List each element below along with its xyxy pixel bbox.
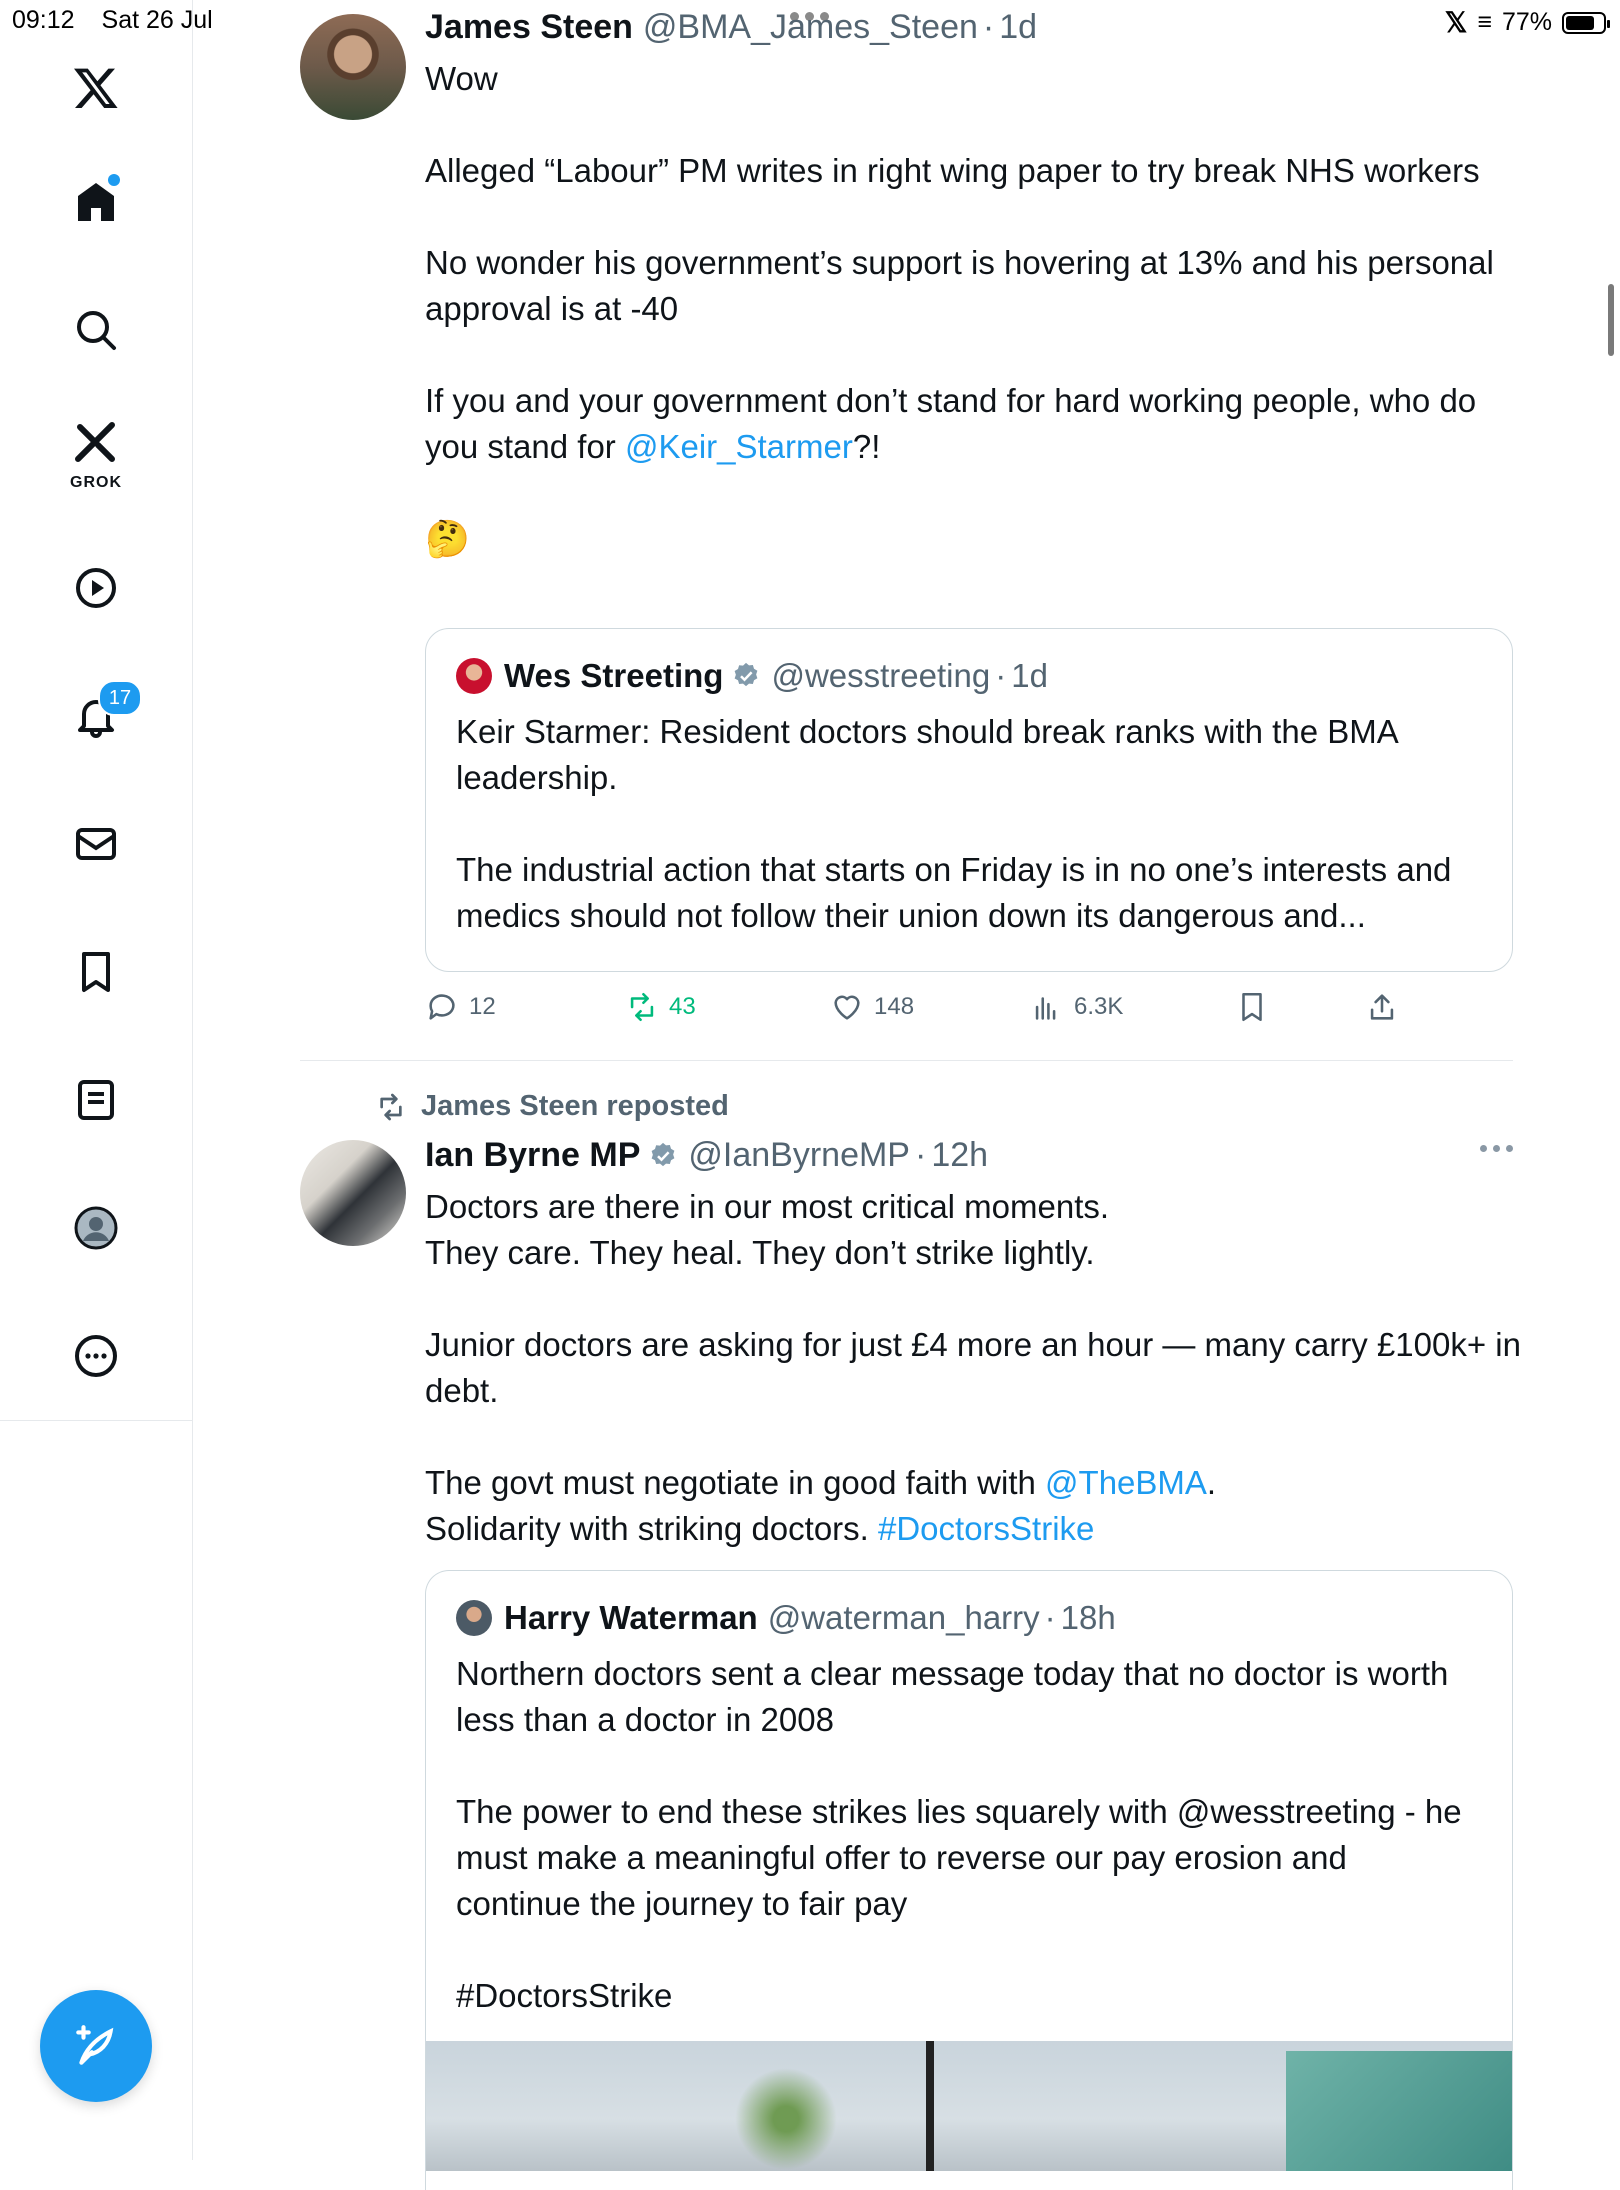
quote-paragraph: Northern doctors sent a clear message today that no doctor is worth less than a doctor in 2008 [456,1655,1449,1738]
quote-header: Wes Streeting @wesstreeting · 1d [456,657,1048,695]
quote-paragraph: The industrial action that starts on Friday is in no one’s interests and medics should not follow their union down its dangerous and... [456,851,1452,934]
post-more-options-icon[interactable] [1480,1145,1513,1152]
post-line: They care. They heal. They don’t strike lightly. [425,1234,1095,1271]
quoted-post-wes-streeting[interactable] [425,628,1513,972]
battery-icon [1562,12,1606,34]
sidebar [0,0,193,2160]
post-line: Junior doctors are asking for just £4 more an hour — many carry £100k+ in debt. [425,1326,1521,1409]
profile-avatar-icon[interactable] [56,1188,136,1268]
verified-badge-icon [648,1141,678,1171]
notification-badge: 17 [98,680,142,716]
post-time[interactable]: 1d [999,8,1038,46]
quote-time: 1d [1011,657,1048,694]
lamp-post [926,2041,934,2171]
more-options-icon[interactable] [56,1316,136,1396]
battery-percent: 77% [1501,8,1552,36]
quote-paragraph: Keir Starmer: Resident doctors should break ranks with the BMA leadership. [456,713,1397,796]
share-button[interactable] [1365,990,1409,1024]
grok-status-icon: 𝕏 [1444,7,1468,38]
post-line: Solidarity with striking doctors. #DoctorsStrike [425,1510,1095,1547]
scrollbar[interactable] [1608,284,1614,356]
repost-button[interactable] [625,990,696,1024]
quote-author-avatar [456,658,492,694]
views-button[interactable] [1030,990,1123,1024]
status-bar-right [1445,6,1606,39]
post-paragraph: Wow [425,60,498,97]
author-avatar[interactable] [300,14,406,120]
repost-label[interactable]: James Steen reposted [421,1090,729,1122]
share-icon [1365,990,1399,1024]
quote-author-name: Wes Streeting [504,657,724,694]
repost-icon [375,1091,407,1123]
post-separator [300,1060,1513,1061]
repost-indicator [375,1090,729,1123]
hashtag-link[interactable]: #DoctorsStrike [878,1510,1095,1547]
verified-badge-icon [731,661,761,691]
status-time: 09:12 [12,6,75,34]
quote-body [456,709,1476,939]
bookmark-button[interactable] [1235,990,1279,1024]
home-icon[interactable] [56,162,136,242]
post-time[interactable]: 12h [931,1136,989,1174]
post-paragraph: If you and your government don’t stand for hard working people, who do you stand for @Keir_Starmer?! [425,382,1477,465]
video-icon[interactable] [56,548,136,628]
grok-icon[interactable] [56,412,136,492]
author-avatar[interactable] [300,1140,406,1246]
messages-icon[interactable] [56,804,136,884]
views-chart-icon [1030,990,1064,1024]
quote-body [456,1651,1476,2019]
x-logo-icon[interactable] [56,48,136,128]
compose-post-button[interactable] [40,1990,152,2102]
status-date: Sat 26 Jul [101,6,213,34]
quote-author-avatar [456,1600,492,1636]
thinking-emoji: 🤔 [425,518,470,559]
heart-icon [830,990,864,1024]
tree [686,2041,886,2171]
quote-author-handle: @wesstreeting [771,657,991,694]
reply-icon [425,990,459,1024]
post-header [425,8,1037,47]
bookmarks-icon[interactable] [56,932,136,1012]
building [1286,2051,1513,2171]
search-icon[interactable] [56,290,136,370]
views-count: 6.3K [1074,993,1124,1020]
post-header: Ian Byrne MP @IanByrneMP · 12h [425,1136,989,1174]
author-name[interactable]: James Steen [425,8,633,46]
bookmark-icon [1235,990,1269,1024]
mention-link[interactable]: @Keir_Starmer [624,428,853,465]
compose-feather-icon [71,2021,121,2071]
separator-dot: · [982,8,995,46]
author-handle[interactable]: @BMA_James_Steen [642,8,978,46]
like-count: 148 [874,993,915,1020]
mention-link[interactable]: @TheBMA [1045,1464,1207,1501]
reply-count: 12 [469,993,496,1020]
post-body [425,1184,1525,1552]
quote-paragraph: The power to end these strikes lies squarely with @wesstreeting - he must make a meaningful offer to reverse our pay erosion and continue the journey to fair pay [456,1793,1462,1922]
post-line: Doctors are there in our most critical moments. [425,1188,1110,1225]
post-paragraph: Alleged “Labour” PM writes in right wing paper to try break NHS workers [425,152,1480,189]
quote-header: Harry Waterman @waterman_harry · 18h [456,1599,1116,1637]
quote-author-name: Harry Waterman [504,1599,758,1636]
repost-count: 43 [669,993,696,1020]
author-handle[interactable]: @IanByrneMP [688,1136,910,1174]
quote-paragraph: #DoctorsStrike [456,1977,673,2014]
quoted-post-harry-waterman[interactable] [425,1570,1513,2190]
repost-icon [625,990,659,1024]
quote-media-image[interactable] [426,2041,1513,2171]
signal-icon: ≡ [1477,8,1492,36]
notifications-icon[interactable] [56,676,136,756]
lists-icon[interactable] [56,1060,136,1140]
reply-button[interactable] [425,990,496,1024]
author-name[interactable]: Ian Byrne MP [425,1136,641,1174]
quote-author-handle: @waterman_harry [767,1599,1040,1636]
post-body [425,56,1525,562]
grok-label: GROK [70,474,122,491]
post-line: The govt must negotiate in good faith with @TheBMA. [425,1464,1217,1501]
like-button[interactable] [830,990,914,1024]
sidebar-divider [0,1420,192,1421]
quote-time: 18h [1060,1599,1116,1636]
post-actions [425,990,1425,1040]
post-paragraph: No wonder his government’s support is hovering at 13% and his personal approval is at -40 [425,244,1494,327]
home-unread-dot [108,174,120,186]
